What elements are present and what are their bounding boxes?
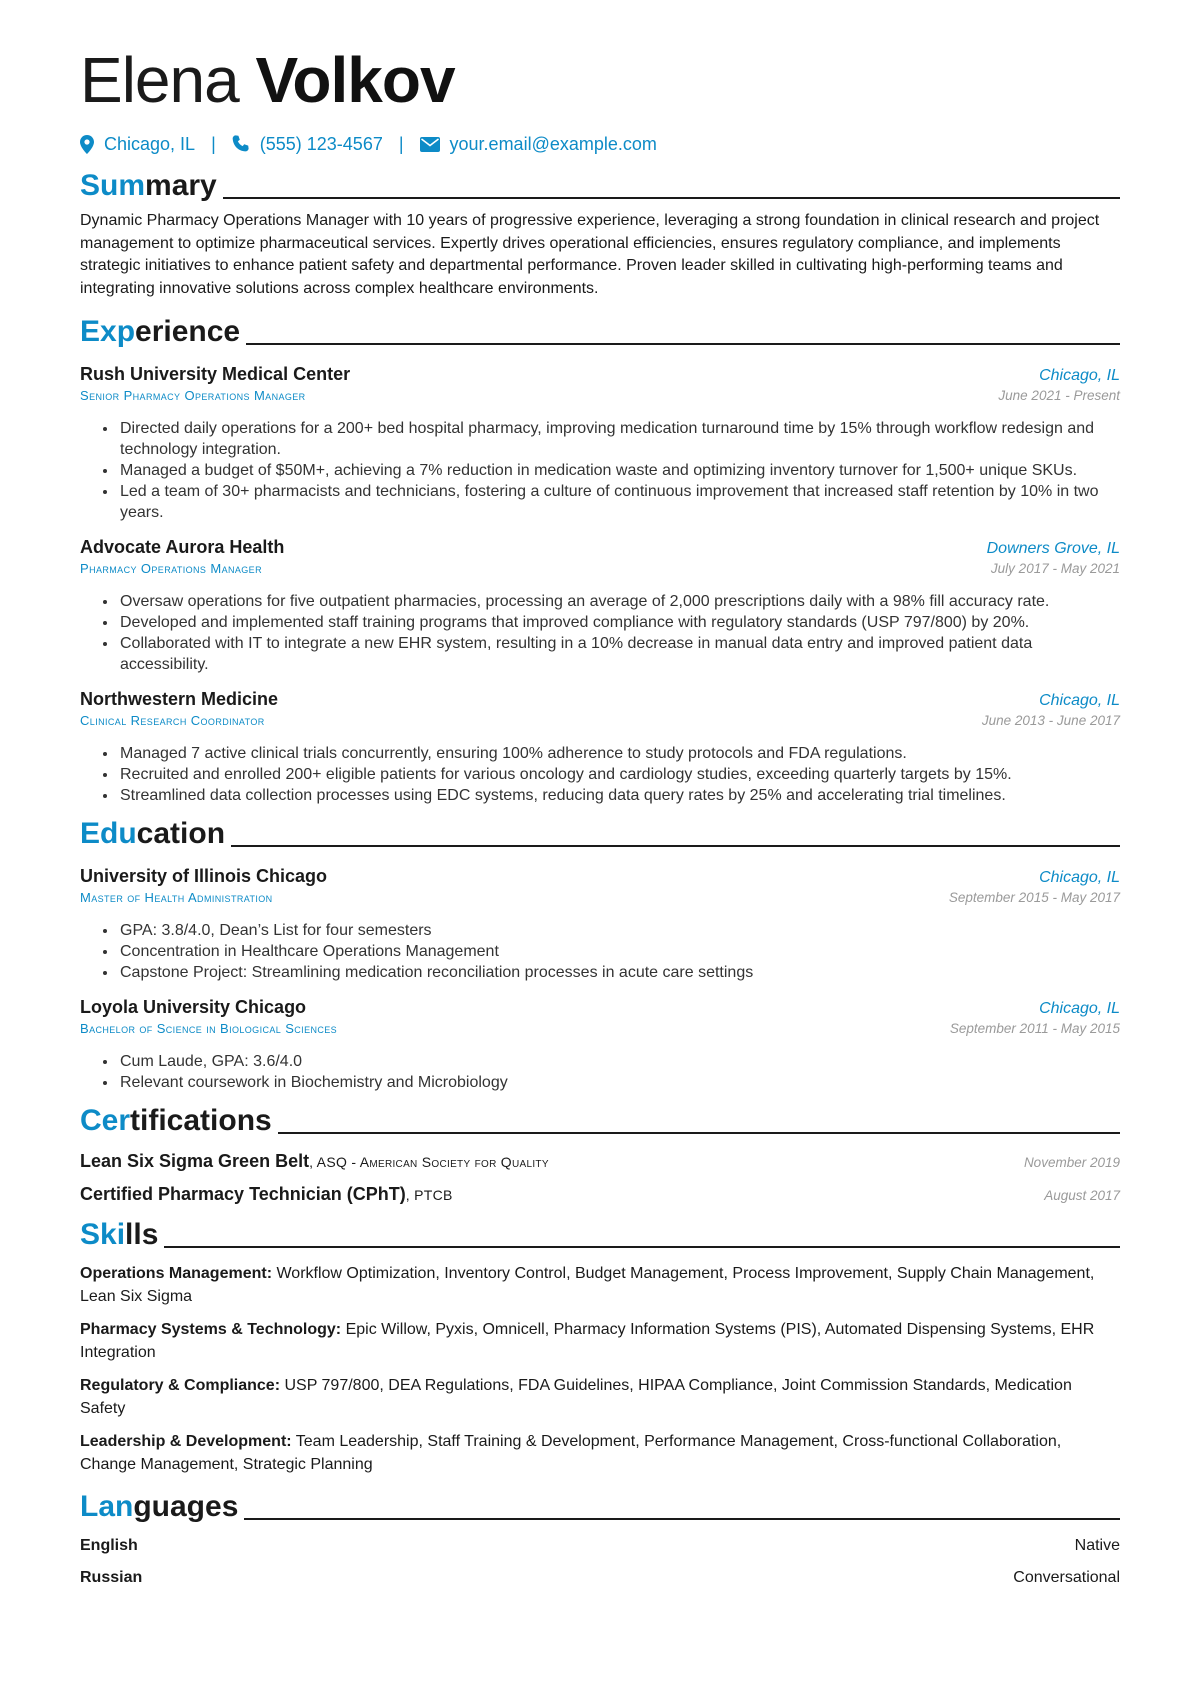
section-rule [244, 1518, 1120, 1520]
section-summary-heading: Summary [80, 166, 1120, 204]
phone-text: (555) 123-4567 [259, 133, 383, 154]
contact-phone[interactable] [232, 134, 383, 155]
first-name: Elena [80, 44, 239, 116]
bullet-item: • Collaborated with IT to integrate a new EHR system, resulting in a 10% decrease in manual data entry and improved patient data accessibility. [118, 633, 1120, 675]
education-entry [80, 864, 1120, 983]
last-name: Volkov [255, 44, 455, 116]
degree-title: Bachelor of Science in Biological Sciences [80, 1021, 338, 1036]
bullet-list [80, 591, 1120, 675]
entry-dates: June 2021 - Present [998, 388, 1120, 403]
school-name: University of Illinois Chicago [80, 866, 328, 886]
section-languages-heading: Languages [80, 1487, 1120, 1525]
employer-name: Advocate Aurora Health [80, 537, 285, 557]
contact-bar [80, 128, 1120, 160]
skill-items: Workflow Optimization, Inventory Control, Budget Management, Process Improvement, Supply Chain Management, Lean Six Sigma [80, 1265, 1095, 1305]
section-rule [246, 343, 1120, 345]
section-experience-heading: Experience [80, 312, 1120, 350]
map-pin-icon [80, 135, 94, 154]
entry-dates: June 2013 - June 2017 [981, 713, 1120, 728]
resume-page [80, 40, 1120, 1589]
contact-email[interactable] [420, 134, 657, 155]
language-item [80, 1535, 1120, 1557]
envelope-icon [420, 137, 440, 152]
experience-entry [80, 362, 1120, 523]
entry-location: Chicago, IL [1039, 692, 1120, 709]
bullet-list [80, 920, 1120, 983]
bullet-item: • GPA: 3.8/4.0, Dean’s List for four semesters [118, 920, 1120, 941]
education-entry [80, 995, 1120, 1093]
section-rule [231, 845, 1120, 847]
bullet-list [80, 418, 1120, 523]
bullet-item: • Cum Laude, GPA: 3.6/4.0 [118, 1051, 1120, 1072]
employer-name: Rush University Medical Center [80, 364, 351, 384]
entry-dates: July 2017 - May 2021 [990, 561, 1120, 576]
language-name: Russian [80, 1569, 143, 1586]
bullet-item: • Managed a budget of $50M+, achieving a 7% reduction in medication waste and optimizing inventory turnover for 1,500+ unique SKUs. [118, 460, 1120, 481]
bullet-item: • Oversaw operations for five outpatient pharmacies, processing an average of 2,000 prescriptions daily with a 98% fill accuracy rate. [118, 591, 1120, 612]
skill-group [80, 1431, 1120, 1476]
section-rule [164, 1246, 1120, 1248]
candidate-name [80, 40, 1120, 120]
bullet-list [80, 743, 1120, 806]
skills-list [80, 1263, 1120, 1476]
job-title: Clinical Research Coordinator [80, 713, 265, 728]
skill-category: Operations Management: [80, 1265, 273, 1282]
certification-issuer: , PTCB [405, 1187, 453, 1203]
certification-item [80, 1151, 1120, 1172]
experience-entry [80, 687, 1120, 806]
bullet-item: • Relevant coursework in Biochemistry and Microbiology [118, 1072, 1120, 1093]
contact-separator: | [211, 133, 216, 154]
section-certifications-heading: Certifications [80, 1101, 1120, 1139]
language-item [80, 1567, 1120, 1589]
skill-category: Regulatory & Compliance: [80, 1377, 281, 1394]
phone-icon [232, 135, 250, 153]
employer-name: Northwestern Medicine [80, 689, 279, 709]
section-skills-heading: Skills [80, 1215, 1120, 1253]
certification-name: Certified Pharmacy Technician (CPhT) [80, 1184, 406, 1204]
job-title: Senior Pharmacy Operations Manager [80, 388, 306, 403]
location-text: Chicago, IL [104, 133, 196, 154]
certification-item [80, 1184, 1120, 1205]
certification-name: Lean Six Sigma Green Belt [80, 1151, 310, 1171]
skill-group [80, 1319, 1120, 1364]
entry-location: Chicago, IL [1039, 1000, 1120, 1017]
bullet-item: • Led a team of 30+ pharmacists and technicians, fostering a culture of continuous improvement that increased staff retention by 10% in two years. [118, 481, 1120, 523]
section-rule [278, 1132, 1120, 1134]
skill-category: Leadership & Development: [80, 1433, 292, 1450]
certification-date: August 2017 [1044, 1188, 1120, 1203]
certification-issuer: , ASQ - American Society for Quality [309, 1154, 549, 1170]
entry-dates: September 2011 - May 2015 [949, 1021, 1120, 1036]
degree-title: Master of Health Administration [80, 890, 273, 905]
bullet-item: • Concentration in Healthcare Operations Management [118, 941, 1120, 962]
language-level: Native [1074, 1537, 1120, 1554]
bullet-item: • Managed 7 active clinical trials concurrently, ensuring 100% adherence to study protocols and FDA regulations. [118, 743, 1120, 764]
certification-date: November 2019 [1023, 1155, 1120, 1170]
bullet-item: • Developed and implemented staff training programs that improved compliance with regulatory standards (USP 797/800) by 20%. [118, 612, 1120, 633]
section-rule [223, 197, 1120, 199]
entry-location: Chicago, IL [1039, 869, 1120, 886]
section-education-heading: Education [80, 814, 1120, 852]
skill-items: USP 797/800, DEA Regulations, FDA Guidelines, HIPAA Compliance, Joint Commission Standards, Medication Safety [80, 1377, 1072, 1417]
language-level: Conversational [1013, 1569, 1120, 1586]
summary-text: Dynamic Pharmacy Operations Manager with 10 years of progressive experience, leveraging a strong foundation in clinical research and project management to optimize pharmaceutical services. Expertly drives operational efficiencies, ensures regulatory compliance, and implements strategic initiatives to enhance patient safety and departmental performance. Proven leader skilled in cultivating high-performing teams and integrating innovative solutions across complex healthcare environments. [80, 212, 1100, 297]
skill-items: Epic Willow, Pyxis, Omnicell, Pharmacy Information Systems (PIS), Automated Dispensing Systems, EHR Integration [80, 1321, 1095, 1361]
bullet-list [80, 1051, 1120, 1093]
email-link: your.email@example.com [449, 133, 657, 154]
entry-location: Downers Grove, IL [986, 540, 1120, 557]
entry-dates: September 2015 - May 2017 [948, 890, 1120, 905]
skill-items: Team Leadership, Staff Training & Development, Performance Management, Cross-functional Collaboration, Change Management, Strategic Planning [80, 1433, 1062, 1473]
entry-location: Chicago, IL [1039, 367, 1120, 384]
bullet-item: • Capstone Project: Streamlining medication reconciliation processes in acute care settings [118, 962, 1120, 983]
job-title: Pharmacy Operations Manager [80, 561, 262, 576]
bullet-item: • Directed daily operations for a 200+ bed hospital pharmacy, improving medication turnaround time by 15% through workflow redesign and technology integration. [118, 418, 1120, 460]
bullet-item: • Recruited and enrolled 200+ eligible patients for various oncology and cardiology studies, exceeding quarterly targets by 15%. [118, 764, 1120, 785]
contact-location [80, 134, 195, 155]
skill-group [80, 1263, 1120, 1308]
skill-category: Pharmacy Systems & Technology: [80, 1321, 342, 1338]
contact-separator: | [398, 133, 404, 154]
language-name: English [80, 1537, 138, 1554]
skill-group [80, 1375, 1120, 1420]
experience-entry [80, 535, 1120, 675]
school-name: Loyola University Chicago [80, 997, 307, 1017]
bullet-item: • Streamlined data collection processes using EDC systems, reducing data query rates by 25% and accelerating trial timelines. [118, 785, 1120, 806]
